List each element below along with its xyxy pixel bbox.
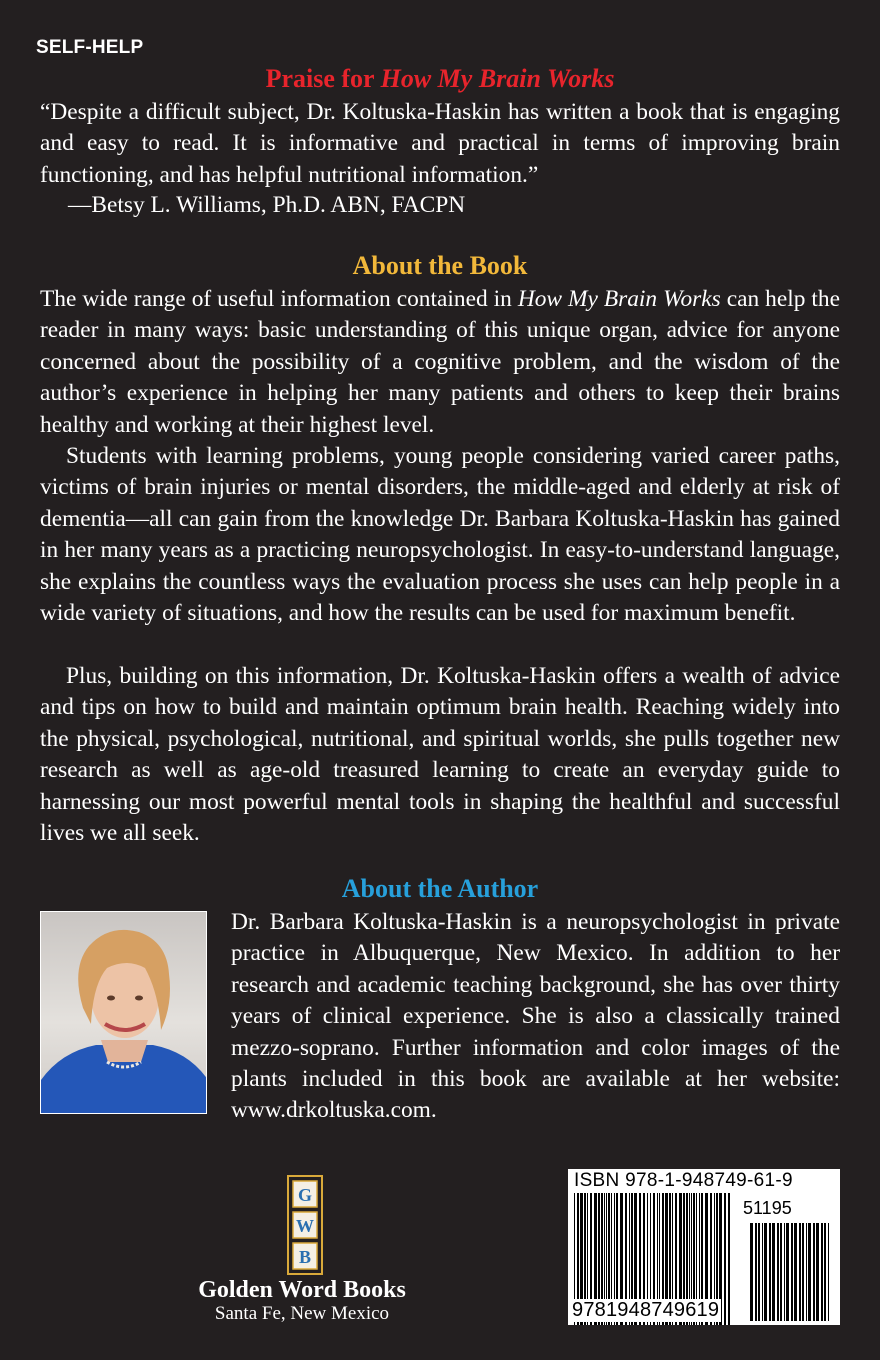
praise-heading bbox=[0, 64, 880, 94]
barcode-bar bbox=[758, 1223, 760, 1321]
publisher-logo-letter-b: B bbox=[298, 1247, 312, 1267]
publisher-location: Santa Fe, New Mexico bbox=[214, 1303, 390, 1324]
about-book-paragraph-3: Plus, building on this information, Dr. Koltuska-Haskin offers a wealth of advice and tips on how to build and maintain optimum brain health. Reaching widely into the physical, psychological, nutritional, and spiritual worlds, she pulls together new research as well as age-old treasured learning to create an everyday guide to harnessing our most powerful mental tools in shaping the healthful and successful lives we all seek. bbox=[40, 663, 840, 847]
about-book-p1-rest: can help the reader in many ways: basic understanding of this unique organ, advice for anyone concerned about the possibility of a cognitive problem, and the wisdom of the author’s experience in helping her many patients and others to keep their brains healthy and working at their highest level. bbox=[40, 286, 840, 438]
praise-heading-title: How My Brain Works bbox=[380, 64, 615, 93]
publisher-logo bbox=[287, 1175, 323, 1275]
barcode-bar bbox=[828, 1223, 829, 1321]
barcode-bar bbox=[786, 1223, 789, 1321]
about-book-paragraph-2: Students with learning problems, young people considering varied career paths, victims of brain injuries or mental disorders, the middle-aged and elderly at risk of dementia—all can gain from the knowledge Dr. Barbara Koltuska-Haskin has gained in her many years as a practicing neuropsychologist. In easy-to-understand language, she explains the countless ways the evaluation process she uses can help people in a wide variety of situations, and how the results can be used for maximum benefit. bbox=[40, 443, 840, 627]
publisher-logo-letter-w: W bbox=[296, 1216, 314, 1236]
barcode-bar bbox=[824, 1223, 826, 1321]
price-code: 51195 bbox=[743, 1198, 792, 1218]
barcode-bar bbox=[772, 1223, 775, 1321]
author-portrait-image bbox=[41, 912, 207, 1114]
price-barcode bbox=[748, 1223, 832, 1321]
isbn-label: ISBN 978-1-948749-61-9 bbox=[574, 1170, 793, 1191]
barcode-bar bbox=[784, 1223, 785, 1321]
about-book-p1-start: The wide range of useful information contained in bbox=[40, 286, 512, 312]
about-book-heading: About the Book bbox=[352, 251, 528, 280]
praise-heading-prefix: Praise for bbox=[265, 64, 375, 93]
barcode-bar bbox=[791, 1223, 793, 1321]
publisher-logo-letter-g: G bbox=[297, 1185, 313, 1205]
barcode-bar bbox=[728, 1193, 730, 1325]
author-photo bbox=[40, 911, 207, 1114]
ean-number: 9781948749619 bbox=[572, 1299, 720, 1321]
barcode-bar bbox=[724, 1193, 726, 1325]
barcode-bar bbox=[762, 1223, 763, 1321]
barcode-bar bbox=[808, 1223, 811, 1321]
about-book-p1-title: How My Brain Works bbox=[517, 286, 721, 312]
barcode-bar bbox=[780, 1223, 782, 1321]
barcode-bar bbox=[816, 1223, 819, 1321]
barcode-bar bbox=[821, 1223, 823, 1321]
barcode-bar bbox=[764, 1223, 767, 1321]
barcode-bar bbox=[750, 1223, 753, 1321]
barcode-bar bbox=[777, 1223, 779, 1321]
barcode-bar bbox=[799, 1223, 801, 1321]
about-book-paragraph-1 bbox=[40, 284, 840, 441]
barcode-bar bbox=[769, 1223, 771, 1321]
barcode-bar bbox=[813, 1223, 815, 1321]
category-label: SELF-HELP bbox=[36, 37, 144, 58]
barcode-bar bbox=[755, 1223, 757, 1321]
praise-attribution: —Betsy L. Williams, Ph.D. ABN, FACPN bbox=[68, 192, 466, 218]
about-author-heading: About the Author bbox=[341, 874, 539, 903]
barcode-bar bbox=[802, 1223, 804, 1321]
barcode-panel bbox=[568, 1169, 840, 1325]
publisher-name: Golden Word Books bbox=[198, 1277, 406, 1303]
barcode-bar bbox=[794, 1223, 797, 1321]
praise-quote: “Despite a difficult subject, Dr. Koltuska-Haskin has written a book that is engaging and easy to read. It is informative and practical in terms of improving brain functioning, and has helpful nutritional information.” bbox=[40, 99, 840, 188]
about-author-text: Dr. Barbara Koltuska-Haskin is a neuropsychologist in private practice in Albuquerque, New Mexico. In addition to her research and academic teaching background, she has over thirty years of clinical experience. She is also a classically trained mezzo-soprano. Further information and color images of the plants included in this book are available at her website: www.drkoltuska.com. bbox=[231, 909, 840, 1124]
barcode-bar bbox=[806, 1223, 807, 1321]
